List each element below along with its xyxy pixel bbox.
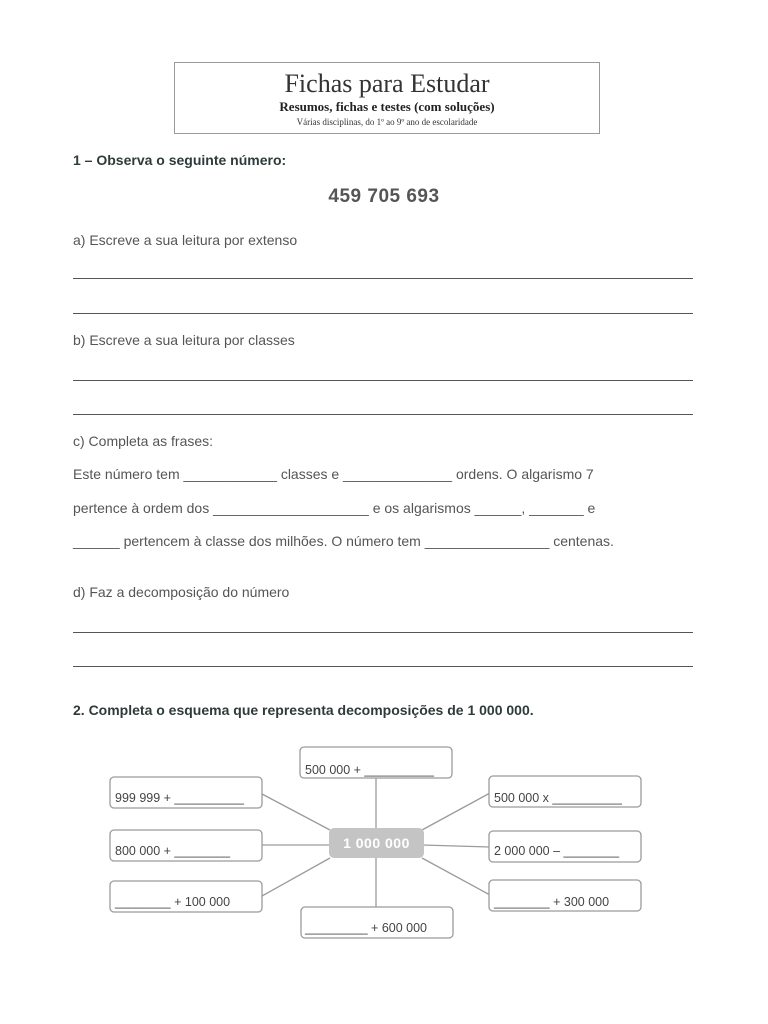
box-left-2-text: 800 000 + ________ xyxy=(115,844,231,858)
question-2-title: 2. Completa o esquema que representa decomposições de 1 000 000. xyxy=(73,702,534,718)
question-1c-sentence-1: Este número tem ____________ classes e ______________ ordens. O algarismo 7 xyxy=(73,466,594,482)
box-top[interactable] xyxy=(300,747,452,778)
center-box xyxy=(329,828,424,858)
box-left-3-text: ________ + 100 000 xyxy=(115,895,231,909)
box-right-2[interactable] xyxy=(489,831,641,862)
question-1c-sentence-2: pertence à ordem dos ____________________ e os algarismos ______, _______ e xyxy=(73,500,596,516)
box-right-2-text: 2 000 000 – ________ xyxy=(494,844,620,858)
box-left-1[interactable] xyxy=(110,777,262,808)
box-right-3[interactable] xyxy=(489,880,641,911)
question-1-number: 459 705 693 xyxy=(328,186,440,207)
box-left-1-text: 999 999 + __________ xyxy=(115,791,244,805)
box-left-2[interactable] xyxy=(110,830,262,861)
question-1d-text: d) Faz a decomposição do número xyxy=(73,584,290,600)
question-1c-sentence-3: ______ pertencem à classe dos milhões. O número tem ________________ centenas. xyxy=(73,533,614,549)
box-right-3-text: ________ + 300 000 xyxy=(494,895,610,909)
box-right-1[interactable] xyxy=(489,776,641,807)
header-title: Fichas para Estudar xyxy=(284,69,490,98)
question-1a-text: a) Escreve a sua leitura por extenso xyxy=(73,232,298,248)
header-note: Várias disciplinas, do 1º ao 9º ano de escolaridade xyxy=(296,117,478,127)
box-bottom-text: _________ + 600 000 xyxy=(305,921,427,935)
box-right-1-text: 500 000 x __________ xyxy=(494,791,622,805)
question-1b-text: b) Escreve a sua leitura por classes xyxy=(73,332,295,348)
header-subtitle: Resumos, fichas e testes (com soluções) xyxy=(279,99,495,114)
box-top-text: 500 000 + __________ xyxy=(305,763,434,777)
box-left-3[interactable] xyxy=(110,881,262,912)
box-bottom[interactable] xyxy=(301,907,453,938)
question-1c-text: c) Completa as frases: xyxy=(73,433,214,449)
center-box-text: 1 000 000 xyxy=(343,835,410,851)
question-1-title: 1 – Observa o seguinte número: xyxy=(73,152,287,168)
